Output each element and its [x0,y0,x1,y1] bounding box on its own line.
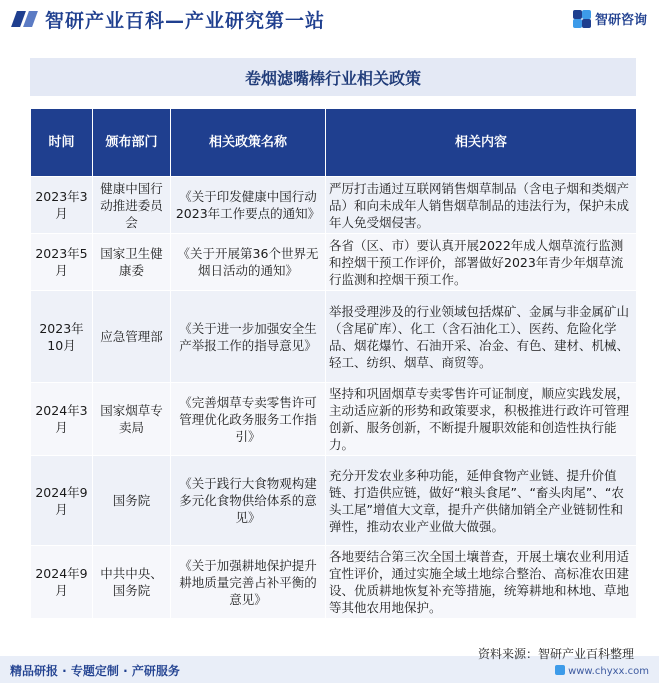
cell-content: 充分开发农业多种功能，延伸食物产业链、提升价值链、打造供应链，做好“粮头食尾”、“畜头肉尾”、“农头工尾”增值大文章，提升产供储加销全产业链韧性和弹性，推动农业产业做大做强。 [326,456,637,546]
source-note: 资料来源：智研产业百科整理 [478,647,635,661]
footer-url-text: www.chyxx.com [568,666,649,677]
cell-content: 举报受理涉及的行业领域包括煤矿、金属与非金属矿山（含尾矿库）、化工（含石油化工）、医药、危险化学品、烟花爆竹、石油开采、冶金、有色、建材、机械、轻工、纺织、烟草、商贸等。 [326,291,637,383]
table-row [31,291,637,383]
brand-logo[interactable] [573,9,647,28]
table-row [31,546,637,619]
cell-time: 2023年5月 [31,234,93,291]
table-header-row [31,109,637,177]
cell-dept: 中共中央、国务院 [93,546,171,619]
table-title: 卷烟滤嘴棒行业相关政策 [30,58,636,96]
cell-policy: 《关于印发健康中国行动2023年工作要点的通知》 [171,177,326,234]
cell-policy: 《关于进一步加强安全生产举报工作的指导意见》 [171,291,326,383]
table-row [31,383,637,456]
cell-time: 2024年3月 [31,383,93,456]
cell-content: 坚持和巩固烟草专卖零售许可证制度，顺应实践发展，主动适应新的形势和政策要求，积极推进行政许可管理创新、服务创新，不断提升履职效能和创造性执行能力。 [326,383,637,456]
header-stripes-icon [14,11,35,27]
site-icon [555,665,565,675]
cell-policy: 《完善烟草专卖零售许可管理优化政务服务工作指引》 [171,383,326,456]
cell-content: 各地要结合第三次全国土壤普查，开展土壤农业利用适宜性评价，通过实施全域土地综合整治、高标准农田建设、优质耕地恢复补充等措施，统筹耕地和林地、草地等其他农用地保护。 [326,546,637,619]
cell-time: 2023年10月 [31,291,93,383]
table-row [31,177,637,234]
table-row [31,234,637,291]
cell-policy: 《关于践行大食物观构建多元化食物供给体系的意见》 [171,456,326,546]
cell-policy: 《关于开展第36个世界无烟日活动的通知》 [171,234,326,291]
cell-time: 2024年9月 [31,546,93,619]
page-header [0,0,659,38]
column-header-content: 相关内容 [326,109,637,177]
cell-time: 2024年9月 [31,456,93,546]
cell-time: 2023年3月 [31,177,93,234]
cell-dept: 国家卫生健康委 [93,234,171,291]
cell-content: 各省（区、市）要认真开展2022年成人烟草流行监测和控烟干预工作评价，部署做好2023年青少年烟草流行监测和控烟干预工作。 [326,234,637,291]
cell-dept: 健康中国行动推进委员会 [93,177,171,234]
brand-logo-text: 智研咨询 [594,13,647,28]
column-header-policy: 相关政策名称 [171,109,326,177]
page-footer [0,647,659,683]
cell-dept: 国家烟草专卖局 [93,383,171,456]
cell-content: 严厉打击通过互联网销售烟草制品（含电子烟和类烟产品）和向未成年人销售烟草制品的违法行为，保护未成年人免受烟侵害。 [326,177,637,234]
footer-url[interactable] [555,665,649,677]
cell-dept: 国务院 [93,456,171,546]
column-header-time: 时间 [31,109,93,177]
page-title: 智研产业百科—产业研究第一站 [45,9,326,32]
cell-policy: 《关于加强耕地保护提升耕地质量完善占补平衡的意见》 [171,546,326,619]
cell-dept: 应急管理部 [93,291,171,383]
column-header-dept: 颁布部门 [93,109,171,177]
footer-services: 精品研报 · 专题定制 · 产研服务 [10,664,180,678]
brand-logo-icon [573,10,591,28]
policy-table [30,108,637,619]
table-row [31,456,637,546]
